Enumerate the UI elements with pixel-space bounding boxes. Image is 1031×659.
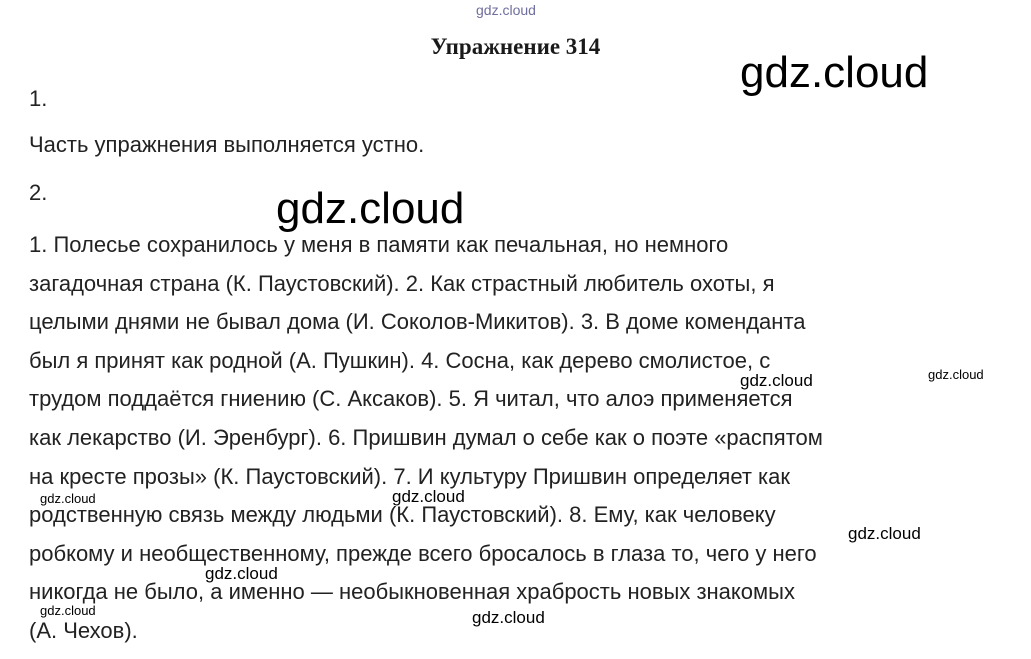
body-line: 1. Полесье сохранилось у меня в памяти как печальная, но немного: [29, 232, 729, 257]
watermark-small: gdz.cloud: [205, 564, 278, 583]
watermark-small: gdz.cloud: [740, 371, 813, 390]
body-line: никогда не было, а именно — необыкновенная храбрость новых знакомых: [29, 579, 795, 605]
watermark-small: gdz.cloud: [928, 367, 984, 382]
body-line: был я принят как родной (А. Пушкин). 4. Сосна, как дерево смолистое, с: [29, 347, 771, 373]
exercise-title: Упражнение 314: [430, 34, 601, 59]
body-line: как лекарство (И. Эренбург). 6. Пришвин думал о себе как о поэте «распятом: [29, 424, 823, 450]
body-line: трудом поддаётся гниению (С. Аксаков). 5. Я читал, что алоэ применяется: [29, 386, 793, 412]
watermark-small: gdz.cloud: [40, 491, 96, 506]
body-line: на кресте прозы» (К. Паустовский). 7. И культуру Пришвин определяет как: [29, 463, 790, 489]
watermark-small: gdz.cloud: [472, 608, 545, 627]
watermark-small: gdz.cloud: [392, 487, 465, 506]
body-line: загадочная страна (К. Паустовский). 2. Как страстный любитель охоты, я: [29, 270, 775, 296]
watermark-small: gdz.cloud: [40, 603, 96, 618]
body-line: (А. Чехов).: [29, 617, 138, 643]
watermark-top: gdz.cloud: [476, 2, 536, 18]
watermark-small: gdz.cloud: [848, 524, 921, 543]
watermark-large-left: gdz.cloud: [276, 184, 465, 233]
body-line: родственную связь между людьми (К. Паустовский). 8. Ему, как человеку: [29, 502, 776, 528]
watermark-large-right: gdz.cloud: [740, 48, 929, 97]
body-line: робкому и необщественному, прежде всего бросалось в глаза то, чего у него: [29, 540, 817, 566]
part1-note: Часть упражнения выполняется устно.: [29, 132, 425, 157]
exercise-body: [29, 226, 979, 651]
body-line: целыми днями не бывал дома (И. Соколов-Микитов). 3. В доме коменданта: [29, 309, 806, 335]
part2-number: 2.: [29, 180, 48, 205]
part1-number: 1.: [29, 86, 48, 111]
